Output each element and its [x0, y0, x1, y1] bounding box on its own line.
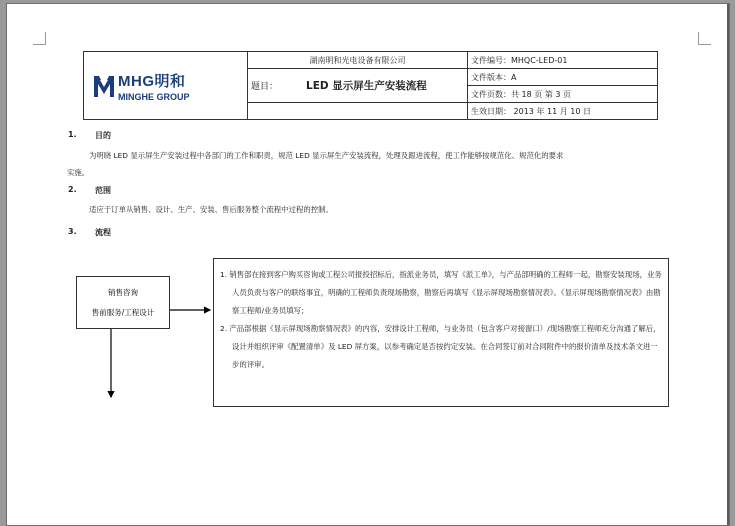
- process-step-1: 1. 销售部在接到客户购买咨询或工程公司报投招标后，指派业务员，填写《派工单》，与产品部明确的工程师一起，勘察安装现场，业务人员负责与客户的联络事宜，明确的工程师负责现场勘察，勘察后再填写《显示屏现场勘察情况表》。《显示屏现场勘察情况表》由勘察工程师/业务员填写；: [220, 270, 662, 315]
- company-name: 湖南明和光电设备有限公司: [248, 52, 468, 69]
- process-step-2: 2. 产品部根据《显示屏现场勘察情况表》的内容，安排设计工程师，与业务员（包含客户对接窗口）/现场勘察工程师充分沟通了解后，设计并组织评审《配置清单》及 LED 屏方案，以参考确定是否按约定安装。在合同签订前对合同附件中的报价清单及技术条文进一步的评审。: [220, 324, 661, 369]
- title-label: 题目：: [251, 82, 279, 92]
- flow-box-line2: 售前服务/工程设计: [91, 308, 155, 317]
- document-page: [6, 3, 730, 526]
- flow-box-line1: 销售咨询: [108, 288, 138, 297]
- purpose-text-line2: 实施。: [67, 168, 90, 177]
- section-number: 2.: [68, 185, 77, 194]
- section-number: 3.: [68, 227, 77, 236]
- document-title: LED 显示屏生产安装流程: [306, 80, 427, 92]
- logo-subtitle: MINGHE GROUP: [118, 91, 190, 102]
- section-title-scope: 范围: [95, 186, 111, 195]
- doc-number: 文件编号：MHQC-LED-01: [468, 52, 658, 69]
- purpose-text-line1: 为明晓 LED 显示屏生产安装过程中各部门的工作和职责，规范 LED 显示屏生产安装流程，处理及跟进流程，使工作能够按规范化、规范化的要求: [89, 151, 564, 160]
- doc-pages: 文件页数：共 18 页 第 3 页: [468, 86, 658, 103]
- effective-date: 生效日期： 2013 年 11 月 10 日: [468, 103, 658, 120]
- scope-text: 适应于订单从销售、设计、生产、安装、售后服务整个流程中过程的控制。: [89, 205, 333, 214]
- logo-brand-cn: 明和: [154, 72, 186, 90]
- section-title-purpose: 目的: [95, 131, 111, 140]
- process-description-box: [213, 258, 669, 407]
- section-title-process: 流程: [95, 228, 111, 237]
- doc-version: 文件版本：A: [468, 69, 658, 86]
- section-number: 1.: [68, 130, 77, 139]
- logo-brand-en: MHG: [118, 72, 155, 90]
